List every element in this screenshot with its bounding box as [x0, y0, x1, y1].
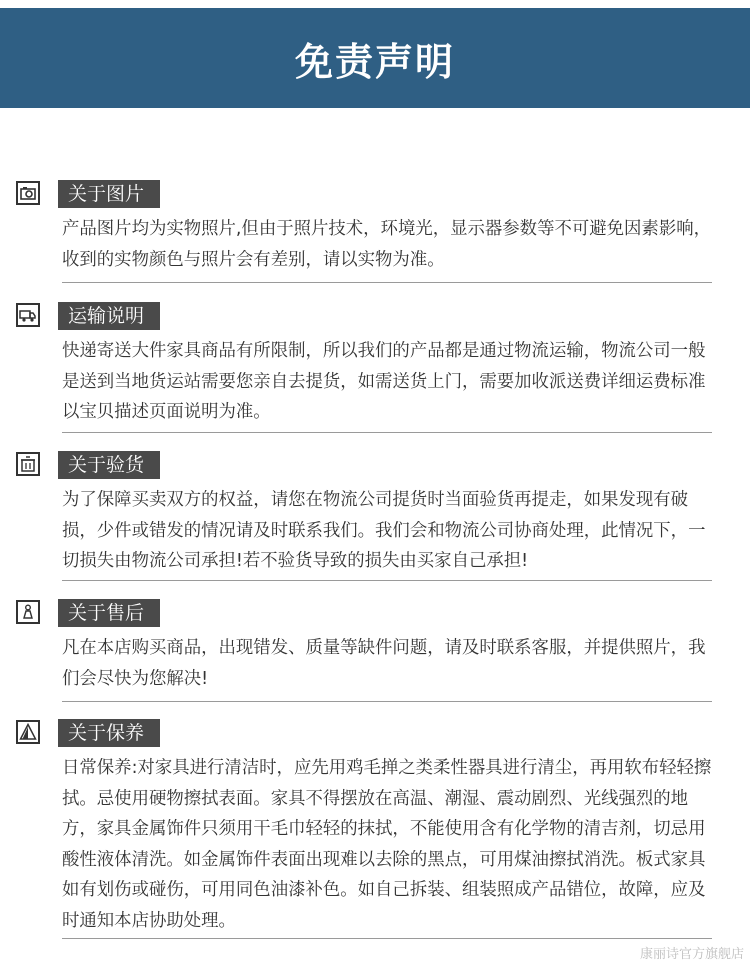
section-maintenance [14, 719, 714, 936]
section-header [14, 180, 714, 208]
section-text: 为了保障买卖双方的权益，请您在物流公司提货时当面验货再提走，如果发现有破损，少件或错发的情况请及时联系我们。我们会和物流公司协商处理，此情况下，一切损失由物流公司承担!若不验货导致的损失由买家自己承担! [62, 490, 706, 571]
section-title: 关于售后 [58, 599, 160, 627]
section-photos [14, 180, 714, 275]
section-header [14, 719, 714, 747]
section-title: 关于保养 [58, 719, 160, 747]
package-icon [16, 452, 40, 476]
section-header [14, 599, 714, 627]
section-title: 关于图片 [58, 180, 160, 208]
divider [62, 938, 712, 939]
divider [62, 432, 712, 433]
divider [62, 580, 712, 581]
person-icon [16, 600, 40, 624]
section-title: 关于验货 [58, 451, 160, 479]
section-shipping [14, 302, 714, 428]
section-inspection [14, 451, 714, 577]
page-header [0, 8, 750, 108]
section-text: 日常保养:对家具进行清洁时，应先用鸡毛掸之类柔性器具进行清尘，再用软布轻轻擦拭。忌使用硬物擦拭表面。家具不得摆放在高温、潮湿、震动剧烈、光线强烈的地方，家具金属饰件只须用干毛巾轻轻的抹拭，不能使用含有化学物的清吉剂，切忌用酸性液体清洗。如金属饰件表面出现难以去除的黑点，可用煤油擦拭消洗。板式家具如有划伤或碰伤，可用同色油漆补色。如自己拆装、组装照成产品错位，故障，应及时通知本店协助处理。 [62, 758, 712, 931]
section-text: 快递寄送大件家具商品有所限制，所以我们的产品都是通过物流运输，物流公司一般是送到当地货运站需要您亲自去提货，如需送货上门，需要加收派送费详细运费标准以宝贝描述页面说明为准。 [62, 341, 706, 422]
section-title: 运输说明 [58, 302, 160, 330]
section-header [14, 451, 714, 479]
section-text: 凡在本店购买商品，出现错发、质量等缺件问题，请及时联系客服，并提供照片，我们会尽快为您解决! [62, 638, 706, 689]
section-after-sales [14, 599, 714, 694]
page-title: 免责声明 [294, 39, 455, 84]
divider [62, 701, 712, 702]
section-header [14, 302, 714, 330]
section-text: 产品图片均为实物照片,但由于照片技术，环境光，显示器参数等不可避免因素影响，收到的实物颜色与照片会有差别，请以实物为准。 [62, 219, 711, 270]
warning-icon [16, 720, 40, 744]
divider [62, 282, 712, 283]
store-watermark: 康丽诗官方旗舰店 [639, 947, 744, 962]
camera-icon [16, 181, 40, 205]
truck-icon [16, 303, 40, 327]
